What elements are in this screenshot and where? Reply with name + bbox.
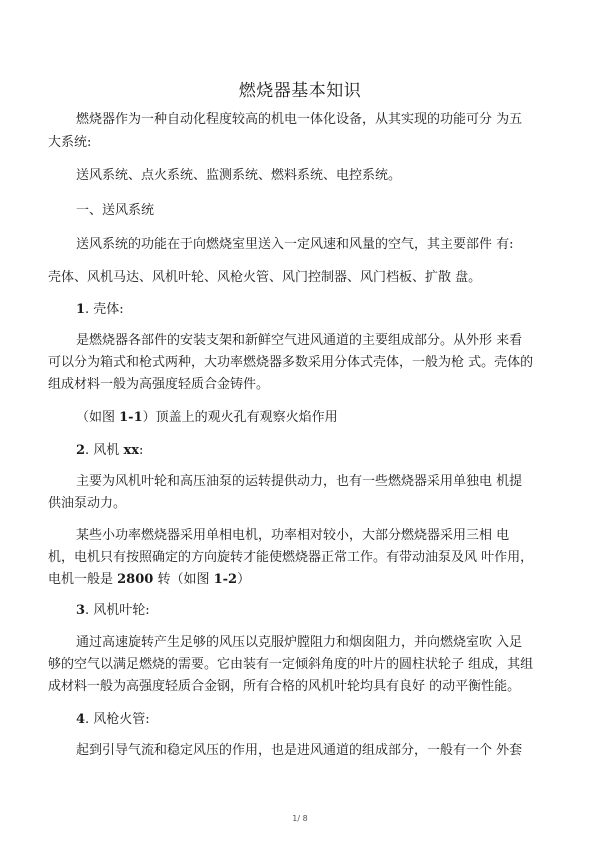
item-label-code: xx [123, 443, 139, 458]
item-number: 4 [76, 712, 86, 727]
item-label: . 风机叶轮: [85, 603, 150, 618]
figure-ref: 1-2 [213, 572, 238, 587]
item-label: . 风机 [85, 443, 124, 458]
item-label: . 壳体: [85, 302, 124, 317]
item-label: . 风枪火管: [85, 712, 150, 727]
item-number: 2 [76, 443, 86, 458]
text-span: ） [237, 572, 251, 587]
systems-list: 送风系统、点火系统、监测系统、燃料系统、电控系统。 [76, 168, 402, 183]
paragraph-line [48, 572, 250, 588]
paragraph-line: 某些小功率燃烧器采用单相电机，功率相对较小，大部分燃烧器采用三相 电 [76, 528, 510, 543]
item-heading [76, 712, 150, 728]
speed-value: 2800 [117, 572, 154, 587]
paragraph-line: 主要为风机叶轮和高压油泵的运转提供动力，也有一些燃烧器采用单独电 机提 [76, 474, 523, 489]
paragraph-line: 可以分为箱式和枪式两种，大功率燃烧器多数采用分体式壳体，一般为枪 式。壳体的 [48, 355, 534, 370]
figure-note-prefix: （如图 [76, 410, 120, 425]
intro-line-1: 燃烧器作为一种自动化程度较高的机电一体化设备，从其实现的功能可分 为五 [76, 112, 523, 127]
figure-ref: 1-1 [119, 410, 143, 425]
paragraph-line: 组成材料一般为高强度轻质合金铸件。 [48, 377, 270, 392]
item-label-end: : [138, 443, 144, 458]
item-heading [76, 603, 150, 619]
paragraph-line: 供油泵动力。 [48, 496, 127, 511]
item-heading [76, 443, 143, 459]
paragraph-line: 通过高速旋转产生足够的风压以克服炉膛阻力和烟囱阻力，并向燃烧室吹 入足 [76, 635, 523, 650]
page-number: 1/ 8 [292, 814, 308, 823]
text-span: 电机一般是 [48, 572, 118, 587]
figure-note [76, 410, 338, 426]
intro-line-2: 大系统: [48, 135, 92, 150]
page-title: 燃烧器基本知识 [238, 81, 362, 101]
section-description: 送风系统的功能在于向燃烧室里送入一定风速和风量的空气，其主要部件 有: [76, 237, 514, 252]
item-number: 1 [76, 302, 86, 317]
paragraph-line: 成材料一般为高强度轻质合金钢，所有合格的风机叶轮均具有良好 的动平衡性能。 [48, 679, 521, 694]
paragraph-line: 够的空气以满足燃烧的需要。它由装有一定倾斜角度的叶片的圆柱状轮子 组成，其组 [48, 657, 534, 672]
section-heading: 一、送风系统 [76, 203, 155, 218]
paragraph-line: 是燃烧器各部件的安装支架和新鲜空气进风通道的主要组成部分。从外形 来看 [76, 333, 523, 348]
figure-note-text: ）顶盖上的观火孔有观察火焰作用 [142, 410, 338, 425]
paragraph-line: 起到引导气流和稳定风压的作用，也是进风通道的组成部分，一般有一个 外套 [76, 743, 523, 758]
text-span: 转（如图 [153, 572, 214, 587]
item-number: 3 [76, 603, 86, 618]
item-heading [76, 302, 124, 318]
paragraph-line: 机，电机只有按照确定的方向旋转才能使燃烧器正常工作。有带动油泵及风 叶作用， [48, 550, 534, 565]
parts-list: 壳体、风机马达、风机叶轮、风枪火管、风门控制器、风门档板、扩散 盘。 [48, 270, 482, 285]
